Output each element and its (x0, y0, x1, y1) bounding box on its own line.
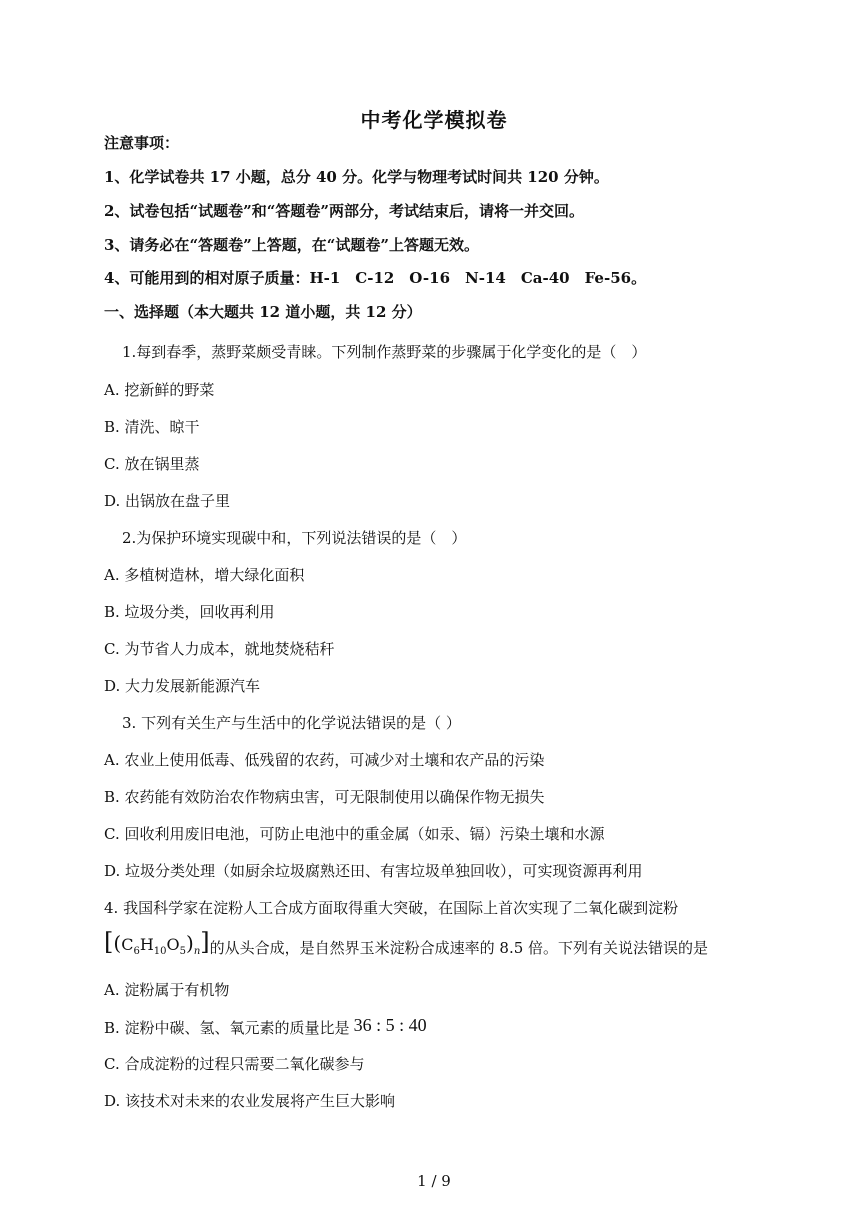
section-heading: 一、选择题（本大题共 12 道小题，共 12 分） (104, 303, 422, 321)
notice-item-2: 2、试卷包括“试题卷”和“答题卷”两部分，考试结束后，请将一并交回。 (104, 202, 584, 220)
question-3-option-d: D. 垃圾分类处理（如厨余垃圾腐熟还田、有害垃圾单独回收），可实现资源再利用 (104, 862, 643, 880)
question-4-option-b (104, 1017, 427, 1038)
question-3-option-c: C. 回收利用废旧电池，可防止电池中的重金属（如汞、镉）污染土壤和水源 (104, 825, 605, 843)
notice-item-4: 4、可能用到的相对原子质量：H-1 C-12 O-16 N-14 Ca-40 Fe-56。 (104, 269, 647, 287)
starch-formula: $[(C_6H_{10}O_5)_n]$ (104, 928, 210, 958)
notice-heading: 注意事项： (104, 134, 180, 152)
page-number: 1 / 9 (417, 1172, 451, 1190)
question-1-option-a: A. 挖新鲜的野菜 (104, 381, 215, 399)
question-4-option-b-text: B. 淀粉中碳、氢、氧元素的质量比是 (104, 1019, 350, 1037)
mass-ratio: 36 : 5 : 40 (353, 1015, 427, 1035)
notice-item-1: 1、化学试卷共 17 小题，总分 40 分。化学与物理考试时间共 120 分钟。 (104, 168, 609, 186)
question-2-option-c: C. 为节省人力成本，就地焚烧秸秆 (104, 640, 335, 658)
starch-formula-line (104, 930, 708, 965)
question-2-option-d: D. 大力发展新能源汽车 (104, 677, 261, 695)
notice-item-3: 3、请务必在“答题卷”上答题，在“试题卷”上答题无效。 (104, 236, 479, 254)
question-3-stem: 3. 下列有关生产与生活中的化学说法错误的是（ ） (122, 714, 461, 732)
question-1-option-b: B. 清洗、晾干 (104, 418, 200, 436)
question-1-stem: 1.每到春季，蒸野菜颇受青睐。下列制作蒸野菜的步骤属于化学变化的是（ ） (122, 343, 647, 361)
question-1-option-c: C. 放在锅里蒸 (104, 455, 200, 473)
page-title: 中考化学模拟卷 (360, 108, 508, 132)
question-3-option-b: B. 农药能有效防治农作物病虫害，可无限制使用以确保作物无损失 (104, 788, 545, 806)
question-4-stem: 4. 我国科学家在淀粉人工合成方面取得重大突破，在国际上首次实现了二氧化碳到淀粉 (104, 899, 679, 917)
question-2-option-b: B. 垃圾分类，回收再利用 (104, 603, 275, 621)
question-2-stem: 2.为保护环境实现碳中和，下列说法错误的是（ ） (122, 529, 467, 547)
question-4-option-d: D. 该技术对未来的农业发展将产生巨大影响 (104, 1092, 396, 1110)
question-2-option-a: A. 多植树造林，增大绿化面积 (104, 566, 305, 584)
question-3-option-a: A. 农业上使用低毒、低残留的农药，可减少对土壤和农产品的污染 (104, 751, 545, 769)
question-4-stem-cont: 的从头合成，是自然界玉米淀粉合成速率的 8.5 倍。下列有关说法错误的是 (209, 938, 709, 957)
question-4-option-c: C. 合成淀粉的过程只需要二氧化碳参与 (104, 1055, 365, 1073)
question-1-option-d: D. 出锅放在盘子里 (104, 492, 231, 510)
question-4-option-a: A. 淀粉属于有机物 (104, 981, 230, 999)
